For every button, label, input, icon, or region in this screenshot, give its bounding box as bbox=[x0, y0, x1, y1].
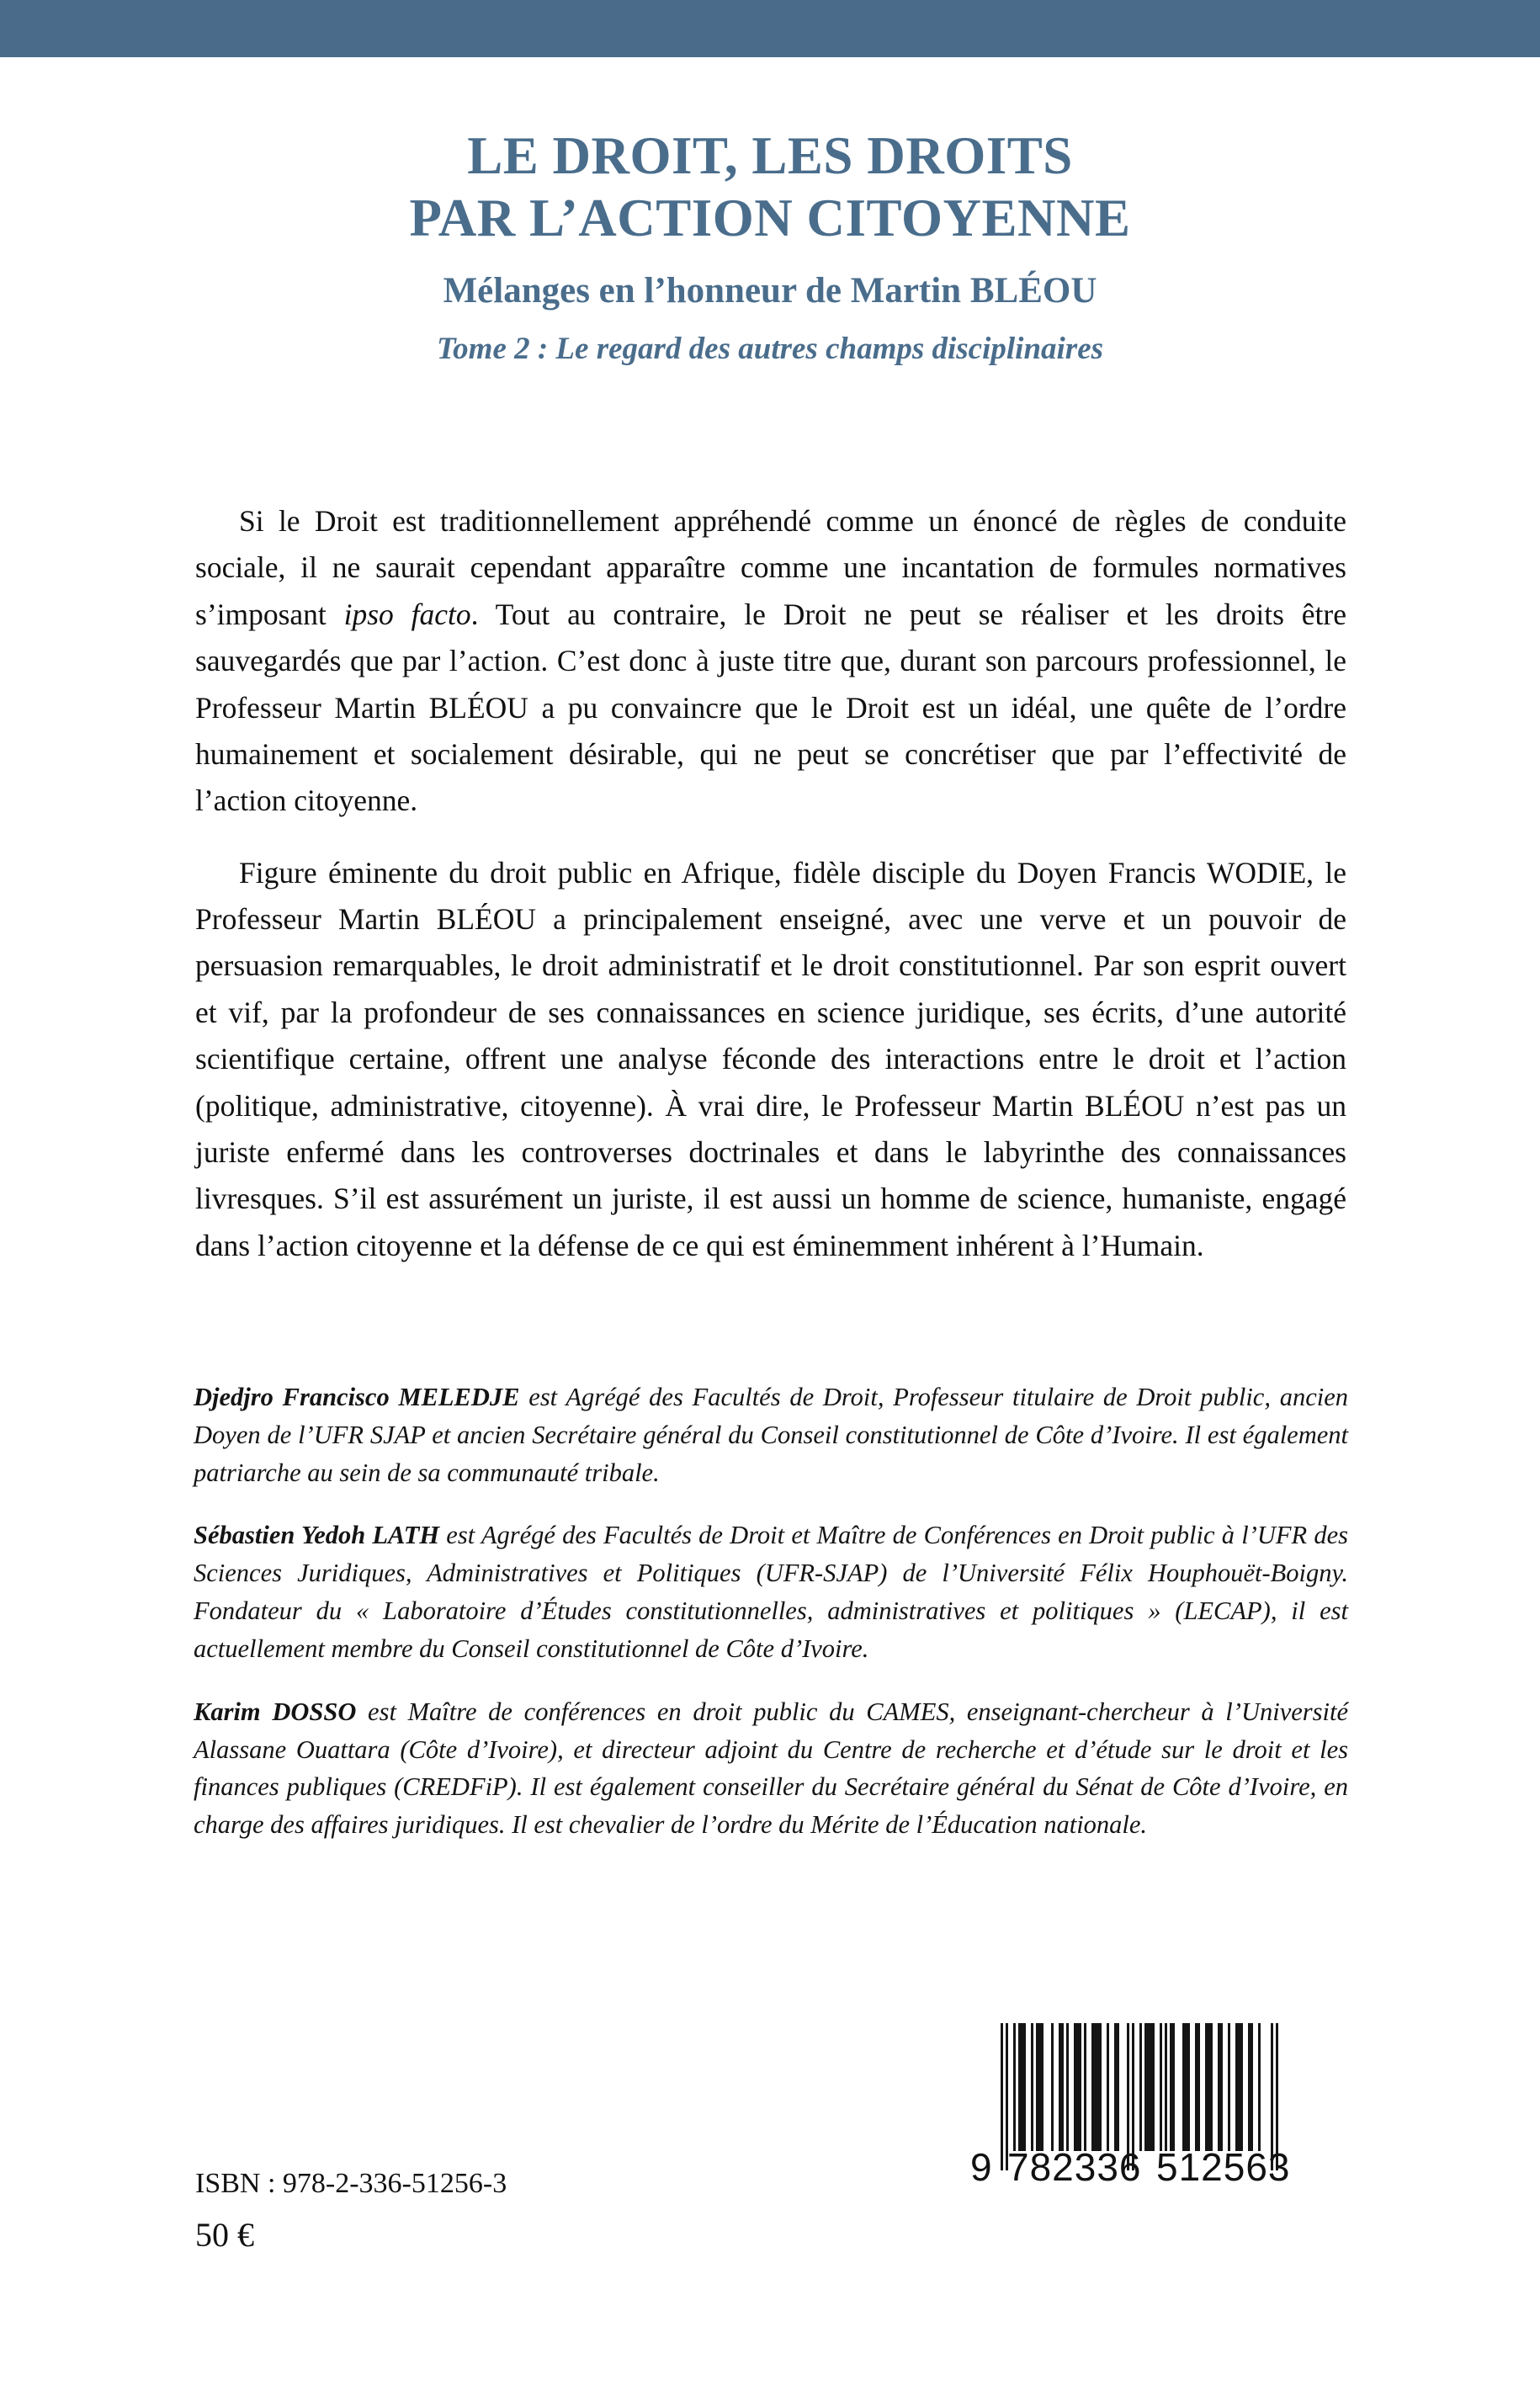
author-bio bbox=[194, 1378, 1348, 1491]
ean13-barcode bbox=[970, 2023, 1307, 2204]
barcode-digits bbox=[970, 2141, 1307, 2193]
tome-line: Tome 2 : Le regard des autres champs disciplinaires bbox=[436, 332, 1104, 367]
barcode-digits-mid: 782336 bbox=[1007, 2145, 1142, 2189]
blurb-p1-part2: . Tout au contraire, le Droit ne peut se réaliser et les droits être sauvegardés que par l’action. C’est donc à juste titre que, durant son parcours professionnel, le Professeur Martin BLÉOU a pu convaincre que le Droit est un idéal, une quête de l’ordre humainement et socialement désirable, qui ne peut se concrétiser que par l’effectivité de l’action citoyenne. bbox=[195, 597, 1346, 818]
author-bio-text: est Maître de conférences en droit public du CAMES, enseignant-chercheur à l’Université Alassane Ouattara (Côte d’Ivoire), et directeur adjoint du Centre de recherche et d’étude sur le droit et les finances publiques (CREDFiP). Il est également conseiller du Secrétaire général du Sénat de Côte d’Ivoire, en charge des affaires juridiques. Il est chevalier de l’ordre du Mérite de l’Éducation nationale. bbox=[194, 1697, 1348, 1840]
author-name: Karim DOSSO bbox=[194, 1697, 357, 1726]
isbn-label: ISBN : 978-2-336-51256-3 bbox=[195, 2168, 507, 2199]
author-bio bbox=[194, 1517, 1348, 1667]
title-line-1: LE DROIT, LES DROITS bbox=[467, 126, 1073, 185]
blurb-p1-latin-phrase: ipso facto bbox=[343, 597, 471, 631]
author-name: Djedjro Francisco MELEDJE bbox=[194, 1383, 520, 1411]
subtitle: Mélanges en l’honneur de Martin BLÉOU bbox=[443, 270, 1097, 311]
blurb-p1-part1: Si le Droit est traditionnellement appréhendé comme un énoncé de règles de conduite sociale, il ne saurait cependant apparaître comme une incantation de formules normatives s’imposant bbox=[195, 504, 1346, 631]
blurb-paragraph-1 bbox=[195, 498, 1346, 825]
author-bios-block bbox=[194, 1378, 1348, 1844]
barcode-digits-right: 512563 bbox=[1156, 2145, 1291, 2189]
blurb-paragraph-2: Figure éminente du droit public en Afrique, fidèle disciple du Doyen Francis WODIE, le Professeur Martin BLÉOU a principalement enseigné, avec une verve et un pouvoir de persuasion remarquables, le droit administratif et le droit constitutionnel. Par son esprit ouvert et vif, par la profondeur de ses connaissances en science juridique, ses écrits, d’une autorité scientifique certaine, offrent une analyse féconde des interactions entre le droit et l’action (politique, administrative, citoyenne). À vrai dire, le Professeur Martin BLÉOU n’est pas un juriste enfermé dans les controverses doctrinales et dans le labyrinthe des connaissances livresques. S’il est assurément un juriste, il est aussi un homme de science, humaniste, engagé dans l’action citoyenne et la défense de ce qui est éminemment inhérent à l’Humain. bbox=[195, 855, 1346, 1262]
author-bio-text: est Agrégé des Facultés de Droit et Maître de Conférences en Droit public à l’UFR des Sciences Juridiques, Administratives et Politiques (UFR-SJAP) de l’Université Félix Houphouët-Boigny. Fondateur du « Laboratoire d’Études constitutionnelles, administratives et politiques » (LECAP), il est actuellement membre du Conseil constitutionnel de Côte d’Ivoire. bbox=[194, 1521, 1348, 1663]
price-label: 50 € bbox=[195, 2216, 254, 2254]
author-name: Sébastien Yedoh LATH bbox=[194, 1521, 440, 1550]
author-bio bbox=[194, 1693, 1348, 1844]
barcode-digit-left: 9 bbox=[970, 2145, 993, 2189]
title-line-2: PAR L’ACTION CITOYENNE bbox=[409, 189, 1131, 248]
blurb-block bbox=[195, 498, 1346, 1269]
title-block bbox=[0, 125, 1540, 369]
author-bio-text: est Agrégé des Facultés de Droit, Professeur titulaire de Droit public, ancien Doyen de l’UFR SJAP et ancien Secrétaire général du Conseil constitutionnel de Côte d’Ivoire. Il est également patriarche au sein de sa communauté tribale. bbox=[194, 1383, 1348, 1487]
top-banner bbox=[0, 0, 1540, 57]
page-title bbox=[0, 125, 1540, 250]
